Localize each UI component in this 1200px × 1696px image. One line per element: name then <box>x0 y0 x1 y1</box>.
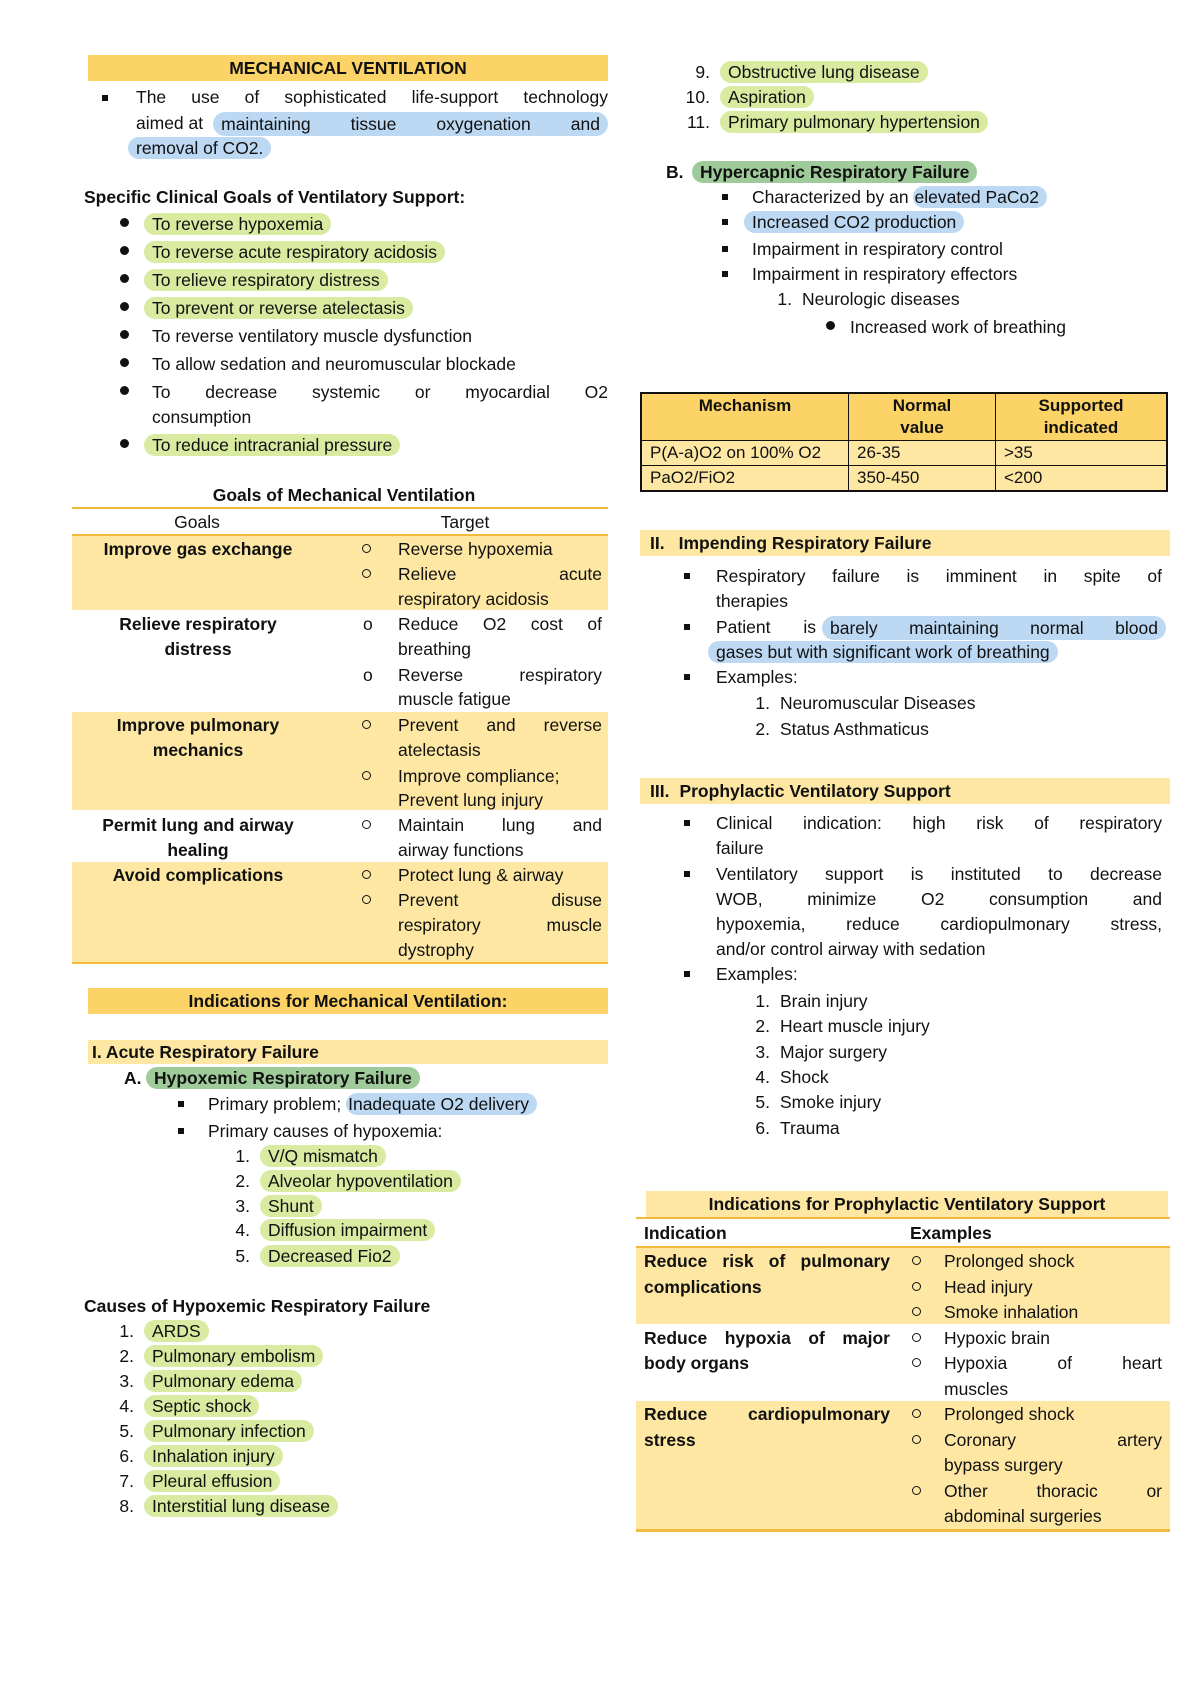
irf-bullet-3: Examples: <box>716 667 798 687</box>
indications-title: Indications for Mechanical Ventilation: <box>88 988 608 1014</box>
ipvs-indication: body organs <box>644 1353 750 1373</box>
gmv-goal: healing <box>167 840 229 860</box>
circle-bullet <box>362 870 371 879</box>
gmv-goal: Relieve respiratory <box>119 614 277 634</box>
ipvs-example: bypass surgery <box>944 1455 1063 1475</box>
ipvs-example: Hypoxia of heart <box>944 1353 1162 1373</box>
hyperc-label: B. <box>666 162 684 182</box>
gmv-target: Reverse respiratory <box>398 665 602 685</box>
ipvs-example: Head injury <box>944 1277 1033 1297</box>
bullet-dot <box>826 321 835 330</box>
gmv-col-goals: Goals <box>174 512 220 532</box>
goal-item <box>144 269 388 291</box>
bullet-square <box>684 573 690 579</box>
hyperc-bullet-2 <box>744 211 964 233</box>
bullet-dot <box>120 302 129 311</box>
bullet-square <box>722 271 728 277</box>
highlight: Inadequate O2 delivery <box>346 1093 537 1115</box>
cause-item: 4. Septic shock <box>100 1395 259 1417</box>
cause-text: Pleural effusion <box>144 1470 280 1492</box>
cause-text: Diffusion impairment <box>260 1219 435 1241</box>
cause-num: 9. <box>695 62 710 82</box>
pvs-bullet-2-cont: WOB, minimize O2 consumption and <box>716 889 1162 909</box>
hyperc-sub-2: Increased work of breathing <box>850 317 1066 337</box>
intro-highlight <box>213 112 608 136</box>
small-o-bullet: o <box>363 614 373 634</box>
example-text: Heart muscle injury <box>780 1016 930 1036</box>
hyp-cause: 2. Alveolar hypoventilation <box>216 1170 461 1192</box>
cause-text: ARDS <box>144 1320 209 1342</box>
gmv-header <box>72 510 608 534</box>
pvs-bullet-2-cont: hypoxemia, reduce cardiopulmonary stress, <box>716 914 1162 934</box>
pvs-example: 5. Smoke injury <box>755 1092 882 1112</box>
goal-text: To reduce intracranial pressure <box>144 434 400 456</box>
ipvs-indication: Reduce cardiopulmonary <box>644 1404 890 1424</box>
pvs-bullet-2: Ventilatory support is instituted to decrease <box>716 864 1162 884</box>
gmv-target: Prevent lung injury <box>398 790 543 810</box>
main-title: MECHANICAL VENTILATION <box>88 55 608 81</box>
hyp-cause: 1. V/Q mismatch <box>216 1145 386 1167</box>
goal-text: To reverse acute respiratory acidosis <box>144 241 445 263</box>
gmv-target: Reduce O2 cost of <box>398 614 602 634</box>
ipvs-example: Smoke inhalation <box>944 1302 1079 1322</box>
cause-item: 7. Pleural effusion <box>100 1470 280 1492</box>
cause-text: Primary pulmonary hypertension <box>720 111 988 133</box>
ipvs-indication: complications <box>644 1277 762 1297</box>
mech-cell: P(A-a)O2 on 100% O2 <box>641 441 849 466</box>
text: Supported <box>1038 396 1124 415</box>
gmv-target: dystrophy <box>398 940 474 960</box>
cause-text: V/Q mismatch <box>260 1145 386 1167</box>
hyperc-bullet-1 <box>752 186 1047 208</box>
intro-line-2 <box>136 112 608 136</box>
goal-item <box>144 241 445 263</box>
pvs-bullet-1: Clinical indication: high risk of respiratory <box>716 813 1162 833</box>
example-text: Neuromuscular Diseases <box>780 693 976 713</box>
bullet-dot <box>120 386 129 395</box>
small-o-bullet: o <box>363 665 373 685</box>
gmv-target: respiratory muscle <box>398 915 602 935</box>
cause-item: 2. Pulmonary embolism <box>100 1345 323 1367</box>
gmv-goal: Avoid complications <box>112 865 284 885</box>
gmv-goal: distress <box>164 639 232 659</box>
intro-highlight-text: maintaining tissue oxygenation and <box>221 114 600 134</box>
highlight: Increased CO2 production <box>744 211 964 233</box>
gmv-target: atelectasis <box>398 740 481 760</box>
goal-item <box>144 297 413 319</box>
ipvs-example: muscles <box>944 1379 1009 1399</box>
gmv-goal: mechanics <box>152 740 244 760</box>
causes-heading: Causes of Hypoxemic Respiratory Failure <box>84 1296 431 1316</box>
hyp-title-wrap <box>146 1067 420 1089</box>
highlight: gases but with significant work of breathing <box>708 641 1058 663</box>
highlight: barely maintaining normal blood <box>822 616 1166 640</box>
cause-text: Pulmonary embolism <box>144 1345 323 1367</box>
gmv-goal: Permit lung and airway <box>102 815 294 835</box>
pvs-bar <box>640 778 1170 804</box>
irf-bullet-2 <box>716 616 1166 640</box>
arf-title: I. Acute Respiratory Failure <box>88 1040 608 1064</box>
hyperc-bullet-4: Impairment in respiratory effectors <box>752 264 1018 284</box>
gmv-target: Improve compliance; <box>398 766 560 786</box>
gmv-target: breathing <box>398 639 471 659</box>
cause-text: Pulmonary infection <box>144 1420 314 1442</box>
intro-line-1: The use of sophisticated life-support technology <box>136 87 608 107</box>
pvs-example: 6. Trauma <box>755 1118 840 1138</box>
circle-bullet <box>912 1256 921 1265</box>
cause-item: 8. Interstitial lung disease <box>100 1495 338 1517</box>
gmv-target: Reverse hypoxemia <box>398 539 553 559</box>
cause-text: Inhalation injury <box>144 1445 283 1467</box>
intro-line-3 <box>128 137 271 159</box>
ipvs-example: Hypoxic brain <box>944 1328 1051 1348</box>
gmv-target: Prevent and reverse <box>398 715 602 735</box>
divider <box>636 1217 1170 1219</box>
ipvs-example: Coronary artery <box>944 1430 1162 1450</box>
gmv-target: Prevent disuse <box>398 890 602 910</box>
goal-item-cont: consumption <box>152 407 252 427</box>
cause-item: 3. Pulmonary edema <box>100 1370 302 1392</box>
hyp-cause: 3. Shunt <box>216 1195 322 1217</box>
cause-cont-item <box>676 61 928 83</box>
intro-text: aimed at <box>136 113 204 133</box>
intro-highlight-2: removal of CO2. <box>128 137 271 159</box>
mech-cell: 350-450 <box>849 466 996 492</box>
mech-row <box>641 441 1167 466</box>
circle-bullet <box>362 720 371 729</box>
bullet-square <box>684 820 690 826</box>
cause-text: Alveolar hypoventilation <box>260 1170 461 1192</box>
ipvs-title: Indications for Prophylactic Ventilatory Support <box>646 1191 1168 1217</box>
cause-num: 11. <box>686 112 710 132</box>
text: Characterized by an <box>752 187 914 207</box>
circle-bullet <box>362 895 371 904</box>
goal-text: To reverse hypoxemia <box>144 213 331 235</box>
mech-cell: 26-35 <box>849 441 996 466</box>
cause-item: 6. Inhalation injury <box>100 1445 283 1467</box>
goal-text: To relieve respiratory distress <box>144 269 388 291</box>
cause-text: Pulmonary edema <box>144 1370 302 1392</box>
gmv-title: Goals of Mechanical Ventilation <box>212 485 476 505</box>
cause-text: Interstitial lung disease <box>144 1495 338 1517</box>
goals-heading: Specific Clinical Goals of Ventilatory Support: <box>84 187 466 207</box>
ipvs-indication: Reduce hypoxia of major <box>644 1328 890 1348</box>
bullet-dot <box>120 246 129 255</box>
cause-cont-item <box>676 111 988 133</box>
ipvs-col-indication: Indication <box>644 1223 727 1243</box>
cause-text: Septic shock <box>144 1395 259 1417</box>
text: value <box>900 418 944 437</box>
circle-bullet <box>912 1282 921 1291</box>
circle-bullet <box>362 544 371 553</box>
mech-header-row <box>641 393 1167 441</box>
bullet-square <box>178 1128 184 1134</box>
pvs-example: 1. Brain injury <box>755 991 868 1011</box>
text: indicated <box>1043 418 1119 437</box>
ipvs-indication: Reduce risk of pulmonary <box>644 1251 890 1271</box>
bullet-dot <box>120 330 129 339</box>
ipvs-example: abdominal surgeries <box>944 1506 1102 1526</box>
goal-item: To reverse ventilatory muscle dysfunction <box>152 326 472 346</box>
pvs-example: 3. Major surgery <box>755 1042 887 1062</box>
pvs-bullet-2-cont: and/or control airway with sedation <box>716 939 986 959</box>
goal-item <box>144 213 331 235</box>
goal-item: To decrease systemic or myocardial O2 <box>152 382 608 402</box>
text: Mechanism <box>698 396 792 415</box>
bullet-square <box>178 1101 184 1107</box>
example-text: Status Asthmaticus <box>780 719 929 739</box>
pvs-example: 4. Shock <box>755 1067 829 1087</box>
hyperc-bullet-3: Impairment in respiratory control <box>752 239 1003 259</box>
hyp-title: Hypoxemic Respiratory Failure <box>146 1067 420 1089</box>
pvs-bullet-1-cont: failure <box>716 838 764 858</box>
hyp-cause: 5. Decreased Fio2 <box>216 1245 400 1267</box>
cause-item: 5. Pulmonary infection <box>100 1420 314 1442</box>
bullet-square <box>684 624 690 630</box>
gmv-target: Protect lung & airway <box>398 865 564 885</box>
bullet-dot <box>120 439 129 448</box>
ipvs-example: Prolonged shock <box>944 1404 1075 1424</box>
cause-item: 1. ARDS <box>100 1320 209 1342</box>
circle-bullet <box>912 1435 921 1444</box>
mech-head-supported <box>996 393 1168 441</box>
cause-cont-item <box>676 86 814 108</box>
mech-head-normal <box>849 393 996 441</box>
irf-example: 2. Status Asthmaticus <box>755 719 929 739</box>
pvs-title: Prophylactic Ventilatory Support <box>679 781 951 801</box>
cause-text: Decreased Fio2 <box>260 1245 400 1267</box>
hyp-cause: 4. Diffusion impairment <box>216 1219 435 1241</box>
example-text: Brain injury <box>780 991 868 1011</box>
hyperc-title-wrap <box>692 161 977 183</box>
gmv-target: respiratory acidosis <box>398 589 549 609</box>
bullet-square <box>722 194 728 200</box>
pvs-bullet-3: Examples: <box>716 964 798 984</box>
divider <box>636 1529 1170 1532</box>
bullet-square <box>684 674 690 680</box>
mech-cell: >35 <box>996 441 1168 466</box>
bullet-dot <box>120 274 129 283</box>
bullet-square <box>722 219 728 225</box>
cause-text: Shunt <box>260 1195 322 1217</box>
gmv-goal: Improve pulmonary <box>116 715 280 735</box>
highlight: elevated PaCo2 <box>913 186 1047 208</box>
goal-item: To allow sedation and neuromuscular blockade <box>152 354 516 374</box>
ipvs-example: Prolonged shock <box>944 1251 1075 1271</box>
circle-bullet <box>362 820 371 829</box>
bullet-square <box>684 871 690 877</box>
bullet-dot <box>120 358 129 367</box>
gmv-target: Relieve acute <box>398 564 602 584</box>
example-text: Trauma <box>780 1118 840 1138</box>
gmv-col-target: Target <box>440 512 490 532</box>
mech-head-mechanism <box>641 393 849 441</box>
mech-cell: <200 <box>996 466 1168 492</box>
irf-example: 1. Neuromuscular Diseases <box>755 693 976 713</box>
pvs-label: III. <box>650 781 670 801</box>
irf-title: Impending Respiratory Failure <box>678 533 932 553</box>
circle-bullet <box>362 569 371 578</box>
hyp-bullet-2: Primary causes of hypoxemia: <box>208 1121 443 1141</box>
goal-item <box>144 434 400 456</box>
goal-text: To prevent or reverse atelectasis <box>144 297 413 319</box>
hyp-label: A. <box>124 1068 142 1088</box>
irf-bullet-1: Respiratory failure is imminent in spite of <box>716 566 1162 586</box>
example-text: Shock <box>780 1067 829 1087</box>
ipvs-example: Other thoracic or <box>944 1481 1162 1501</box>
bullet-dot <box>120 218 129 227</box>
example-text: Major surgery <box>780 1042 887 1062</box>
mech-row <box>641 466 1167 492</box>
gmv-goal: Improve gas exchange <box>103 539 293 559</box>
circle-bullet <box>912 1307 921 1316</box>
hyperc-sub-1: 1. Neurologic diseases <box>777 289 960 309</box>
divider <box>72 507 608 509</box>
gmv-target: Maintain lung and <box>398 815 602 835</box>
cause-text: Obstructive lung disease <box>720 61 928 83</box>
sub-text: Neurologic diseases <box>802 289 960 309</box>
irf-label: II. <box>650 533 665 553</box>
text: Normal <box>892 396 952 415</box>
circle-bullet <box>912 1358 921 1367</box>
bullet-square <box>722 246 728 252</box>
bullet-square <box>684 971 690 977</box>
circle-bullet <box>912 1409 921 1418</box>
gmv-target: muscle fatigue <box>398 689 511 709</box>
irf-bar <box>640 530 1170 556</box>
ipvs-col-examples: Examples <box>910 1223 992 1243</box>
circle-bullet <box>912 1333 921 1342</box>
mechanism-table <box>640 392 1168 492</box>
circle-bullet <box>912 1486 921 1495</box>
hyperc-title: Hypercapnic Respiratory Failure <box>692 161 977 183</box>
text: Primary problem; <box>208 1094 347 1114</box>
pvs-example: 2. Heart muscle injury <box>755 1016 930 1036</box>
divider <box>72 962 608 964</box>
text: Patient is <box>716 617 816 637</box>
example-text: Smoke injury <box>780 1092 882 1112</box>
bullet-square <box>102 95 108 101</box>
irf-bullet-2-cont <box>708 641 1058 663</box>
circle-bullet <box>362 771 371 780</box>
irf-bullet-1-cont: therapies <box>716 591 788 611</box>
hyp-bullet-1 <box>208 1093 537 1115</box>
cause-text: Aspiration <box>720 86 814 108</box>
cause-num: 10. <box>685 87 710 107</box>
gmv-target: airway functions <box>398 840 524 860</box>
ipvs-indication: stress <box>644 1430 696 1450</box>
mech-cell: PaO2/FiO2 <box>641 466 849 492</box>
